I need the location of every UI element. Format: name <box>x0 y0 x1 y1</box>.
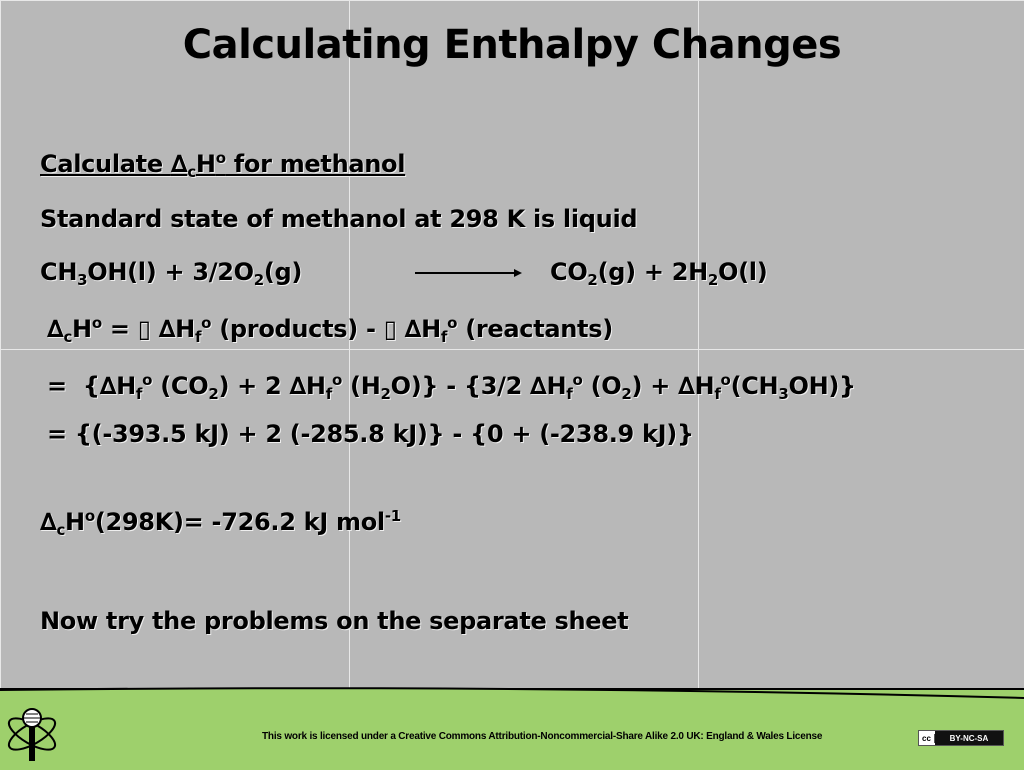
grid-line <box>698 0 699 690</box>
cc-terms-label: BY-NC-SA <box>935 731 1003 745</box>
cc-license-badge[interactable] <box>918 730 1004 746</box>
microphone-atom-logo-icon <box>2 700 62 766</box>
instruction-text: Now try the problems on the separate sheet <box>40 607 629 635</box>
equation-products: $CO_2(g) + 2H_2O(l)$ <box>550 258 768 289</box>
standard-state-text: Standard state of methanol at 298 K is liquid <box>40 205 638 233</box>
reaction-arrow-icon <box>415 272 520 274</box>
cc-icon: cc <box>919 734 935 743</box>
equation-reactants: $CH_3OH(l) + 3/2O_2(g)$ <box>40 258 303 289</box>
hess-law-equation: $\Delta_cH^o$ = ▯ $\Delta H_f^o$ (products) - ▯ $\Delta H_f^o$ (reactants) <box>47 314 613 346</box>
result-line: $\Delta_cH^o(298K)= -726.2$ kJ mol$^{-1}$ <box>40 507 401 539</box>
slide-title: Calculating Enthalpy Changes <box>182 22 842 68</box>
license-text: This work is licensed under a Creative Commons Attribution-Noncommercial-Share Alike 2.0 UK: England & Wales License <box>262 731 823 742</box>
grid-line <box>0 0 1024 1</box>
grid-line <box>0 349 1024 350</box>
grid-line <box>0 0 1 690</box>
footer-curve <box>0 684 1024 704</box>
grid-line <box>349 0 350 690</box>
calculation-heading: Calculate $\Delta_cH^o$ for methanol <box>40 149 406 181</box>
calculation-step-2: = {(-393.5 kJ) + 2 (-285.8 kJ)} - {0 + (-238.9 kJ)} <box>47 420 694 448</box>
calculation-step-1: = {$\Delta H_f^o$ $(CO_2) + 2$ $\Delta H_f^o$ $(H_2O)\} - \{3/2$ $\Delta H_f^o$ $(O_2) + \Delta H_f^o(CH_3OH)$} <box>47 371 856 403</box>
